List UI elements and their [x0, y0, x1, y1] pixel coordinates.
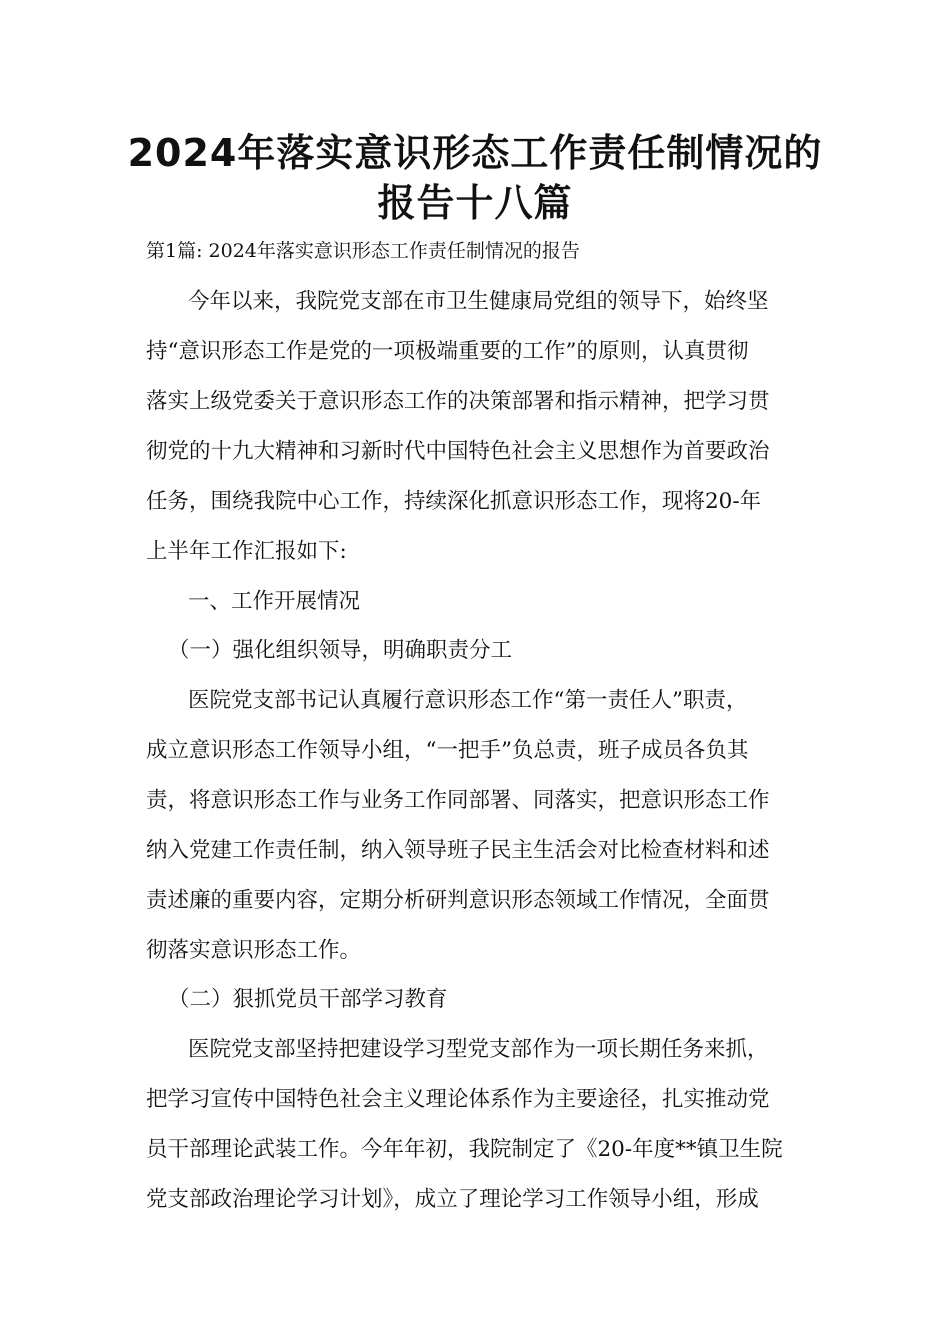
paragraph-3-line: 医院党支部坚持把建设学习型党支部作为一项长期任务来抓，: [188, 1037, 769, 1062]
paragraph-1-line: 持“意识形态工作是党的一项极端重要的工作”的原则，认真贯彻: [146, 339, 749, 364]
paragraph-1-line: 今年以来，我院党支部在市卫生健康局党组的领导下，始终坚: [188, 289, 769, 314]
paragraph-1-line: 任务，围绕我院中心工作，持续深化抓意识形态工作，现将20-年: [146, 489, 762, 514]
paragraph-1-line: 彻党的十九大精神和习新时代中国特色社会主义思想作为首要政治: [146, 439, 770, 464]
paragraph-2-line: 成立意识形态工作领导小组，“一把手”负总责，班子成员各负其: [146, 738, 749, 763]
document-subtitle: 第1篇: 2024年落实意识形态工作责任制情况的报告: [146, 240, 580, 262]
paragraph-2-line: 责述廉的重要内容，定期分析研判意识形态领域工作情况，全面贯: [146, 888, 770, 913]
paragraph-3-line: 员干部理论武装工作。今年年初，我院制定了《20-年度**镇卫生院: [146, 1137, 783, 1162]
paragraph-2-line: 医院党支部书记认真履行意识形态工作“第一责任人”职责，: [188, 688, 748, 713]
section-heading-1: 一、工作开展情况: [188, 589, 361, 614]
document-title-line-1: 2024年落实意识形态工作责任制情况的: [127, 131, 823, 175]
paragraph-2-line: 责，将意识形态工作与业务工作同部署、同落实，把意识形态工作: [146, 788, 770, 813]
paragraph-2-line: 彻落实意识形态工作。: [146, 938, 362, 963]
paragraph-2-line: 纳入党建工作责任制，纳入领导班子民主生活会对比检查材料和述: [146, 838, 770, 863]
paragraph-1-line: 上半年工作汇报如下:: [146, 539, 347, 564]
subsection-heading-1: （一）强化组织领导，明确职责分工: [168, 638, 513, 663]
paragraph-1-line: 落实上级党委关于意识形态工作的决策部署和指示精神，把学习贯: [146, 389, 770, 414]
paragraph-3-line: 党支部政治理论学习计划》，成立了理论学习工作领导小组，形成: [146, 1187, 759, 1212]
paragraph-3-line: 把学习宣传中国特色社会主义理论体系作为主要途径，扎实推动党: [146, 1087, 770, 1112]
subsection-heading-2: （二）狠抓党员干部学习教育: [168, 987, 448, 1012]
document-title-line-2: 报告十八篇: [377, 181, 573, 225]
